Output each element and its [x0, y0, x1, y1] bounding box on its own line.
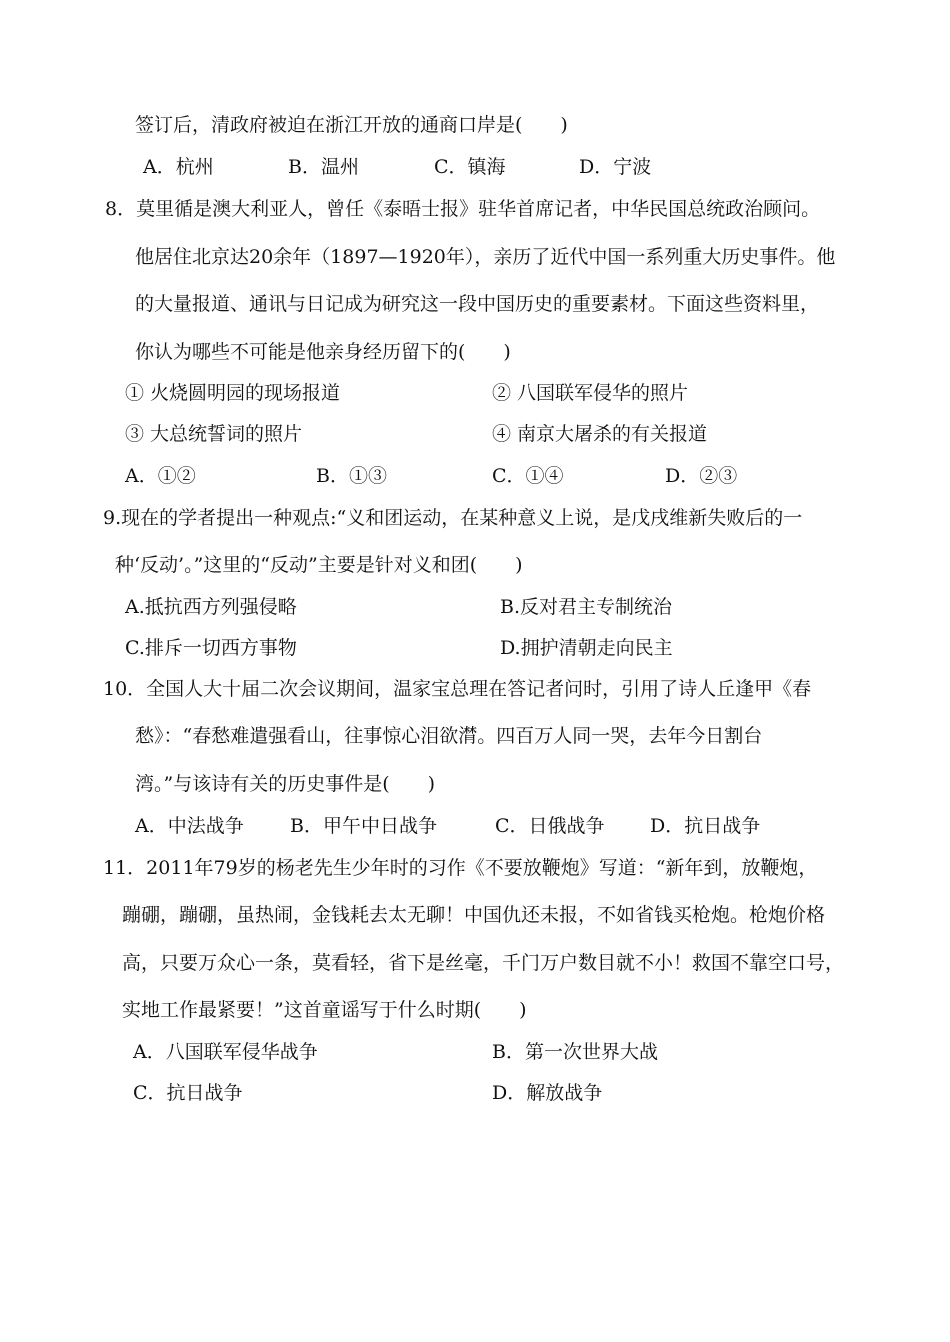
q7-continuation: 签订后，清政府被迫在浙江开放的通商口岸是( ) — [135, 114, 568, 136]
q8-option-d: D．②③ — [665, 465, 738, 487]
q8-option-a: A．①② — [125, 465, 196, 487]
q8-item-2: ② 八国联军侵华的照片 — [492, 382, 689, 404]
q11-option-c: C．抗日战争 — [133, 1082, 243, 1104]
q9-option-a: A.抵抗西方列强侵略 — [125, 596, 297, 618]
q8-item-4: ④ 南京大屠杀的有关报道 — [492, 423, 708, 445]
q10-option-c: C．日俄战争 — [495, 815, 605, 837]
q8-stem-line-2: 他居住北京达20余年（1897—1920年），亲历了近代中国一系列重大历史事件。他 — [135, 246, 836, 268]
q8-option-c: C．①④ — [492, 465, 564, 487]
q9-stem-line-2: 种‘反动’。”这里的“反动”主要是针对义和团( ) — [115, 554, 523, 576]
q10-stem-line-3: 湾。”与该诗有关的历史事件是( ) — [135, 773, 436, 795]
q11-option-d: D．解放战争 — [492, 1082, 603, 1104]
q8-stem-line-4: 你认为哪些不可能是他亲身经历留下的( ) — [135, 341, 511, 363]
q9-option-d: D.拥护清朝走向民主 — [500, 637, 673, 659]
q9-stem-line-1: 9.现在的学者提出一种观点:“义和团运动，在某种意义上说，是戊戌维新失败后的一 — [103, 507, 803, 529]
q8-stem-line-1: 8．莫里循是澳大利亚人，曾任《泰晤士报》驻华首席记者，中华民国总统政治顾问。 — [105, 198, 821, 220]
q8-stem-line-3: 的大量报道、通讯与日记成为研究这一段中国历史的重要素材。下面这些资料里， — [135, 293, 820, 315]
q9-option-c: C.排斥一切西方事物 — [125, 637, 297, 659]
q7-option-a: A．杭州 — [143, 156, 214, 178]
q7-option-c: C．镇海 — [434, 156, 506, 178]
q10-stem-line-1: 10．全国人大十届二次会议期间，温家宝总理在答记者问时，引用了诗人丘逢甲《春 — [103, 678, 812, 700]
q11-option-b: B．第一次世界大战 — [492, 1041, 658, 1063]
q10-stem-line-2: 愁》：“春愁难遣强看山，往事惊心泪欲潸。四百万人同一哭，去年今日割台 — [135, 725, 763, 747]
q8-item-3: ③ 大总统誓词的照片 — [125, 423, 303, 445]
q10-option-b: B．甲午中日战争 — [290, 815, 437, 837]
q11-stem-line-2: 蹦硼，蹦硼，虽热闹，金钱耗去太无聊！中国仇还未报，不如省钱买枪炮。枪炮价格 — [122, 904, 826, 926]
q7-option-b: B．温州 — [288, 156, 359, 178]
q8-option-b: B．①③ — [316, 465, 387, 487]
q8-item-1: ① 火烧圆明园的现场报道 — [125, 382, 341, 404]
q7-option-d: D．宁波 — [579, 156, 652, 178]
q9-option-b: B.反对君主专制统治 — [500, 596, 673, 618]
q10-option-d: D．抗日战争 — [650, 815, 761, 837]
q10-option-a: A．中法战争 — [135, 815, 244, 837]
q11-stem-line-4: 实地工作最紧要！”这首童谣写于什么时期( ) — [122, 999, 527, 1021]
q11-stem-line-3: 高，只要万众心一条，莫看轻，省下是丝毫，千门万户数目就不小！救国不靠空口号， — [122, 952, 845, 974]
q11-stem-line-1: 11．2011年79岁的杨老先生少年时的习作《不要放鞭炮》写道：“新年到，放鞭炮， — [103, 857, 818, 879]
q11-option-a: A．八国联军侵华战争 — [133, 1041, 318, 1063]
